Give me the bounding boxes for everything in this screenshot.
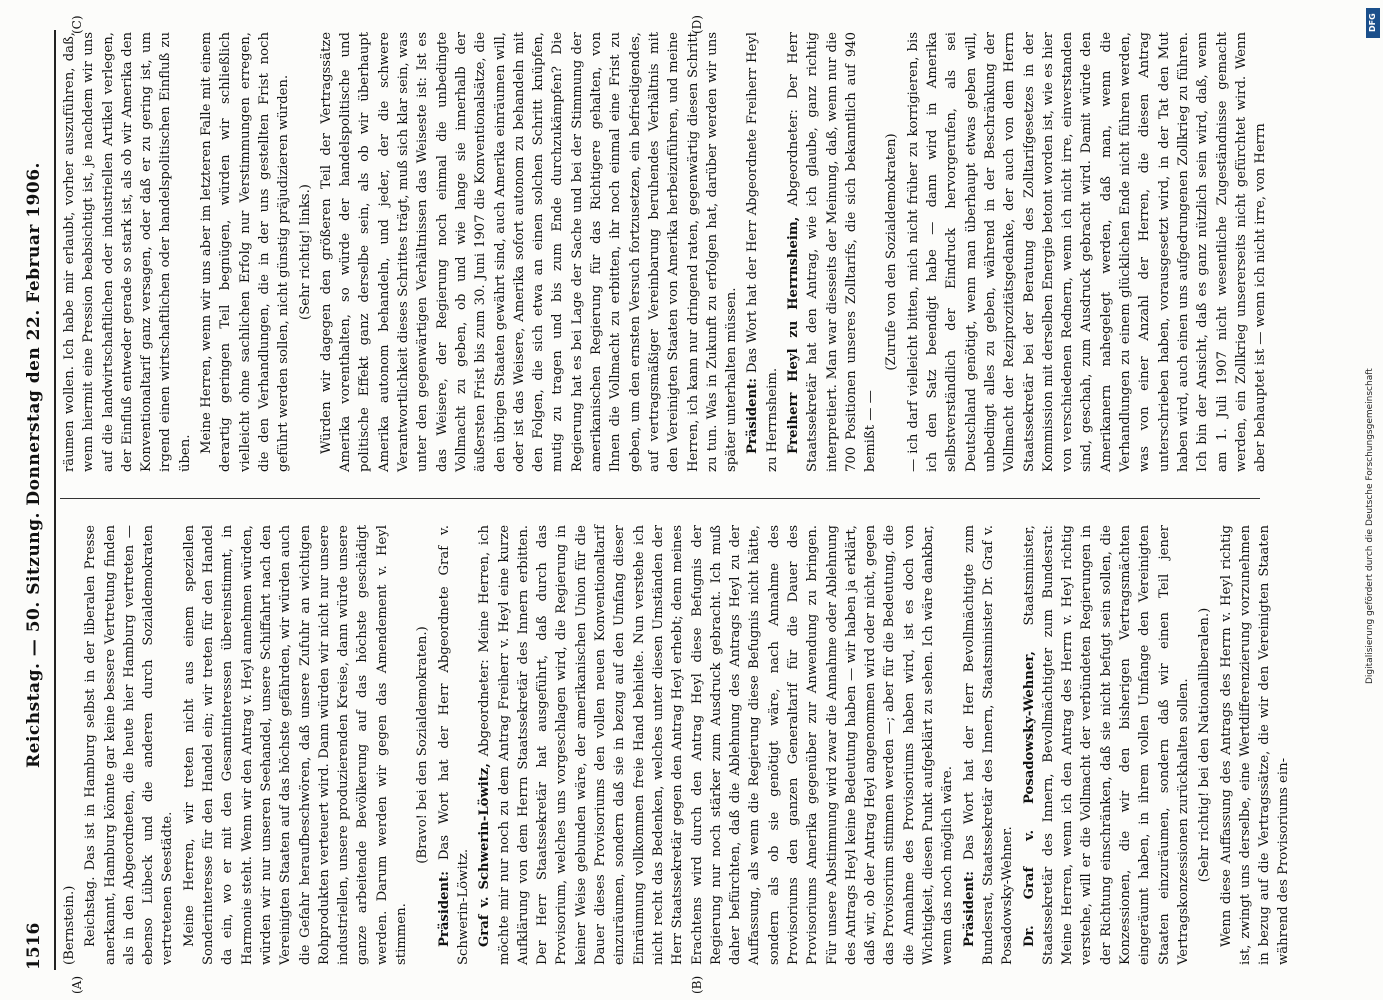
interjection: (Sehr richtig! links.) [297,184,313,320]
speaker-note: (Bernstein.) [62,885,77,965]
right-column [60,32,1269,472]
speaker-label: Graf v. Schwerin-Löwitz, [477,763,493,947]
interjection: (Sehr richtig! bei den Nationalliberalen.) [1197,607,1213,883]
paragraph: Würden wir dagegen den größeren Teil der Vertragssätze Amerika vorenthalten, so würde der handelspolitische und politische Effekt ganz derselbe sein, als ob wir überhaupt Amerika autonom behandeln, und jeder, der die schwere Verantwortlichkeit dieses Schrittes trägt, muß sich klar sein, was unter den gegenwärtigen Verhältnissen das Weiseste ist: Ist es das Weisere, der Regierung noch einmal die unbedingte Vollmacht zu geben, ob und wie lange sie innerhalb der äußersten Frist bis zum 30. Juni 1907 die Konventionalsätze, die den übrigen Staaten gewährt sind, auch Amerika einräumen will, oder ist das Weisere, Amerika sofort autonom zu behandeln mit den Folgen, die sich etwa an einen solchen Schritt knüpfen, mutig zu tragen und bis zum Ende durchzukämpfen? Die Regierung hat es bei Lage der Sache und bei der Stimmung der amerikanischen Regierung für das Richtigere gehalten, von Ihnen die Vollmacht zu erbitten, ihr noch einmal eine Frist zu geben, um den ernsten Versuch fortzusetzen, ein befriedigendes, auf vertragsmäßiger Vereinbarung beruhendes Verhältnis mit den Vereinigten Staaten von Amerika herbeizuführen, und meine Herren, ich kann nur dringend raten, gegenwärtig diesen Schritt zu tun. Was in Zukunft zu erfolgen hat, darüber werden wir uns später unterhalten müssen. [318,32,740,472]
interjection: (Bravo! bei den Sozialdemokraten.) [415,626,431,864]
paragraph: Reichstag. Das ist in Hamburg selbst in der liberalen Presse anerkannt, Hamburg könnte gar keine bessere Vertretung finden als in den Abgeordneten, die heute hier Hamburg vertreten — ebenso Lübeck und die anderen durch Sozialdemokraten vertretenen Seestädte. [83,525,176,965]
paragraph: Meine Herren, wir treten nicht aus einem speziellen Sonderinteresse für den Handel ein; wir treten für den Handel da ein, wo er mit den Gesamtinteressen übereinstimmt, in Harmonie steht. Wenn wir den Antrag v. Heyl annehmen würden, würden wir nur unseren Seehandel, unsere Schiffahrt nach den Vereinigten Staaten auf das höchste gefährden, wir würden auch die Gefahr heraufbeschwören, daß unsere Zufuhr an wichtigen Rohprodukten verteuert wird. Dann würden wir nicht nur unsere industriellen, unsere produzierenden Kreise, dann würde unsere ganze arbeitende Bevölkerung auf das höchste geschädigt werden. Darum werden wir gegen das Amendement v. Heyl stimmen. [181,525,410,965]
paragraph-text: Abgeordneter: Meine Herren, ich möchte mir nur noch zu dem Antrag Freiherr v. Heyl eine kurze Aufklärung von dem Herrn Staatssekretär des Innern erbitten. Der Herr Staatssekretär hat ausgeführt, daß durch das Provisorium, welches uns vorgeschlagen wird, die Regierung in keiner Weise gebunden wäre, der amerikanischen Union für die Dauer dieses Provisoriums den vollen neuen Konventionaltarif einzuräumen, sondern daß sie in bezug auf den Umfang dieser Einräumung vollkommen freie Hand behielte. Nun verstehe ich nicht recht das Bedenken, welches unter diesen Umständen der Herr Staatssekretär gegen den Antrag Heyl erhebt; denn meines Erachtens wird durch den Antrag Heyl diese Befugnis der Regierung nur noch stärker zum Ausdruck gebracht. Ich muß daher befürchten, daß die Ablehnung des Antrags Heyl zu der Auffassung, als wenn die Regierung diese Befugnis nicht hätte, sondern als ob sie genötigt wäre, nach Annahme des Provisoriums den ganzen Generaltarif für die Dauer des Provisoriums Amerika gegenüber zur Anwendung zu bringen. Für unsere Abstimmung wird zwar die Annahme oder Ablehnung des Antrags Heyl keine Bedeutung haben — wir haben ja erklärt, daß wir, ob der Antrag Heyl angenommen wird oder nicht, gegen das Provisorium stimmen werden —; aber für die Bedeutung, die die Annahme des Provisoriums haben wird, ist es doch von Wichtigkeit, diesen Punkt aufgeklärt zu sehen. Ich wäre dankbar, wenn das noch möglich wäre. [477,525,956,965]
dfg-logo: DFG [1366,8,1380,38]
paragraph: räumen wollen. Ich habe mir erlaubt, vorher auszuführen, daß, wenn hiermit eine Pression beabsichtigt ist, je nachdem wir uns auf die landwirtschaftlichen oder industriellen Artikel verlegen, der Einfluß entweder gerade so stark ist, als ob wir Amerika den Konventionaltarif ganz versagen, oder daß er zu gering ist, um irgend einen wirtschaftlichen oder handelspolitischen Einfluß zu üben. [62,32,193,472]
speaker-label: Freiherr Heyl zu Herrnsheim, [785,216,801,454]
paragraph [960,525,1018,965]
interjection: (Zurufe von den Sozialdemokraten) [884,133,900,371]
paragraph: — ich darf vielleicht bitten, mich nicht früher zu korrigieren, bis ich den Satz beendigt habe — dann wird in Amerika selbstverständlich der Eindruck hervorgerufen, als sei Deutschland genötigt, wenn man überhaupt etwas geben will, unbedingt alles zu geben, während in der Beschränkung der Vollmacht der Reziprozitätsgedanke, der auch von dem Herrn Staatssekretär bei der Beratung des Zolltarifgesetzes in der Kommission mit derselben Energie betont worden ist, wie es hier von verschiedenen Rednern, wenn ich nicht irre, einverstanden sind, geschah, zum Ausdruck gebracht wird. Damit würde den Amerikanern nahegelegt werden, daß man, wenn die Verhandlungen zu einem glücklichen Ende nicht führen werden, was von einer Anzahl der Herren, die diesen Antrag unterschrieben haben, vorausgesetzt wird, in der Tat den Mut haben wird, auch einen uns aufgedrungenen Zollkrieg zu führen. Ich bin der Ansicht, daß es ganz nützlich sein wird, daß, wenn am 1. Juli 1907 nicht wesentliche Zugeständnisse gemacht werden, ein Zollkrieg unsererseits nicht gefürchtet wird. Wenn aber behauptet ist — wenn ich nicht irre, von Herrn [905,32,1269,472]
paragraph [784,32,880,472]
speaker-label: Präsident: [961,870,977,947]
margin-mark-d: (D) [690,15,704,34]
paragraph [475,525,957,965]
speaker-label: Präsident: [436,870,452,947]
margin-mark-c: (C) [70,15,84,34]
speaker-label: Dr. Graf v. Posadowsky-Wehner, [1021,651,1037,947]
paragraph-text: Abgeordneter: Der Herr Staatssekretär hat den Antrag, wie ich glaube, ganz richtig interpretiert. Man war diesseits der Meinung, daß, wenn nur die 700 Positionen unseres Zolltarifs, die sich bekanntlich auf 940 bemißt — — [785,32,879,472]
paragraph: Wenn diese Auffassung des Antrags des Herrn v. Heyl richtig ist, zwingt uns derselbe, eine Wertdifferenzierung vorzunehmen in bezug auf die Vertragssätze, die wir den Vereinigten Staaten während des Provisoriums ein- [1218,525,1292,965]
paragraph [743,32,782,472]
paragraph [435,525,474,965]
margin-mark-a: (A) [70,975,84,994]
margin-mark-b: (B) [690,975,704,994]
paragraph-text: Staatsminister, Staatssekretär des Innern, Bevollmächtigter zum Bundesrat: Meine Herren, wenn ich den Antrag des Herrn v. Heyl richtig verstehe, will er die Vollmacht der verbündeten Regierungen in der Richtung einschränken, daß sie nicht befugt sein sollen, die Konzessionen, die wir den bisherigen Vertragsmächten eingeräumt haben, in ihrem vollen Umfange den Vereinigten Staaten einzuräumen, sondern daß wir einen Teil jener Vertragskonzessionen zurückhalten sollen. [1021,525,1191,965]
column-divider [60,498,1260,499]
left-column [60,525,1292,965]
paragraph-text: Das Wort hat der Herr Abgeordnete Freiherr Heyl zu Herrnsheim. [745,32,780,472]
paragraph-text: Das Wort hat der Herr Bevollmächtigte zum Bundesrat, Staatssekretär des Innern, Staatsminister Dr. Graf v. Posadowsky-Wehner. [961,525,1016,965]
paragraph [1020,525,1194,965]
paragraph-text: Das Wort hat der Herr Abgeordnete Graf v. Schwerin-Löwitz. [436,525,471,965]
paragraph: Meine Herren, wenn wir uns aber im letzteren Falle mit einem derartig geringen Teil begnügen, würden wir schließlich vielleicht ohne sachlichen Erfolg nur Verstimmungen erregen, die den Verhandlungen, die in der uns gestellten Frist noch geführt werden sollen, nicht günstig präjudizieren würden. [199,32,292,472]
page-number: 1516 [24,922,44,970]
header-rule [54,30,56,970]
side-strip [1363,0,1383,1000]
page-title: Reichstag. — 50. Sitzung. Donnerstag den 22. Februar 1906. [24,162,44,768]
speaker-label: Präsident: [745,377,761,454]
page-header [14,30,54,970]
digitization-credit: Digitalisierung gefördert durch die Deutsche Forschungsgemeinschaft [1365,368,1375,684]
